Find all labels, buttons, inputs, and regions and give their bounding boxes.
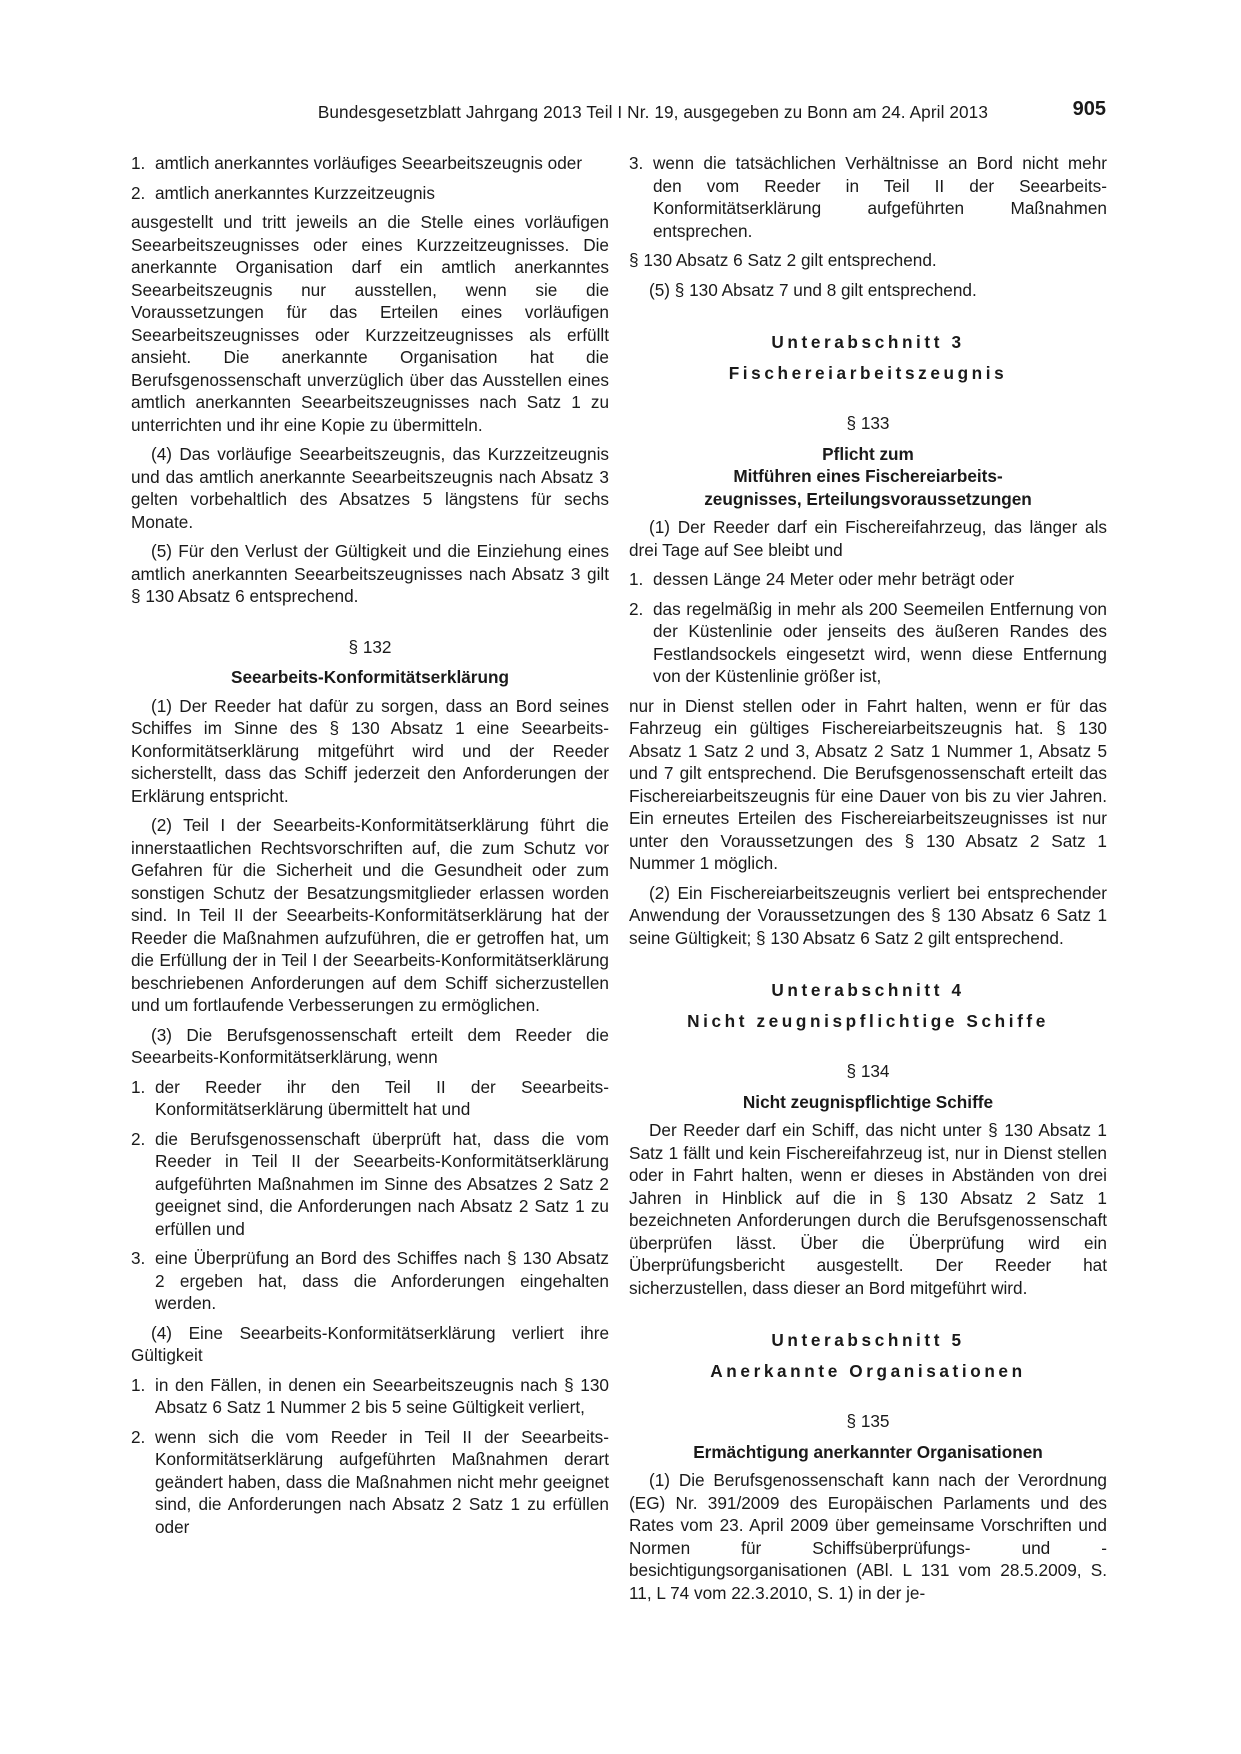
section-title: Ermächtigung anerkannter Organisationen xyxy=(693,1441,1043,1462)
page-number: 905 xyxy=(1072,98,1106,120)
subsection-label: Unterabschnitt 3 xyxy=(771,332,965,352)
list-item: 1. dessen Länge 24 Meter oder mehr beträgt oder xyxy=(629,569,1015,589)
section-title: Pflicht zum xyxy=(822,443,914,464)
paragraph: nur in Dienst stellen oder in Fahrt halten, wenn er für das Fahrzeug ein gültiges Fischereiarbeitszeugnis hat. § 130 Absatz 1 Satz 2 und 3, Absatz 2 Satz 1 Nummer 1, Absatz 5 und 7 gilt entsprechend. Die Berufsgenossenschaft erteilt das Fischereiarbeitszeugnis für eine Dauer von bis zu vier Jahren. Ein erneutes Erteilen des Fischereiarbeitszeugnisses ist nur unter den Voraussetzungen des § 130 Absatz 2 Satz 1 Nummer 1 möglich. xyxy=(629,695,1107,873)
section-title: Nicht zeugnispflichtige Schiffe xyxy=(742,1091,994,1112)
paragraph: § 130 Absatz 6 Satz 2 gilt entsprechend. xyxy=(629,250,937,270)
list-item: 2. das regelmäßig in mehr als 200 Seemeilen Entfernung von der Küstenlinie oder jenseits des äußeren Randes des Festlandsockels eingesetzt wird, wenn diese Entfernung von der Küstenlinie größer ist, xyxy=(629,598,1107,686)
list-item: 2. die Berufsgenossenschaft überprüft hat, dass die vom Reeder in Teil II der Seearbeits-Konformitätserklärung aufgeführten Maßnahmen im Sinne des Absatzes 2 Satz 2 geeignet sind, die Anforderungen nach Absatz 2 Satz 1 zu erfüllen und xyxy=(131,1128,609,1239)
paragraph: (4) Das vorläufige Seearbeitszeugnis, das Kurzzeitzeugnis und das amtlich anerkannte Seearbeitszeugnis nach Absatz 3 gelten vorbehaltlich des Absatzes 5 längstens für sechs Monate. xyxy=(131,444,609,532)
section-number: § 134 xyxy=(846,1061,890,1081)
paragraph: (2) Ein Fischereiarbeitszeugnis verliert bei entsprechender Anwendung der Voraussetzungen des § 130 Absatz 6 Satz 1 seine Gültigkeit; § 130 Absatz 6 Satz 2 gilt entsprechend. xyxy=(629,882,1107,948)
list-item: 2. wenn sich die vom Reeder in Teil II der Seearbeits-Konformitätserklärung aufgeführten Maßnahmen derart geändert haben, dass die Maßnahmen nicht mehr geeignet sind, die Anforderungen nach Absatz 2 Satz 1 zu erfüllen oder xyxy=(131,1426,609,1537)
header-title: Bundesgesetzblatt Jahrgang 2013 Teil I Nr. 19, ausgegeben zu Bonn am 24. April 2013 xyxy=(317,102,988,122)
subsection-label: Unterabschnitt 4 xyxy=(771,980,965,1000)
subsection-title: Fischereiarbeitszeugnis xyxy=(728,362,1008,383)
section-number: § 133 xyxy=(846,413,890,433)
list-item: 1. der Reeder ihr den Teil II der Seearbeits-Konformitätserklärung übermittelt hat und xyxy=(131,1076,609,1119)
list-item: 1. amtlich anerkanntes vorläufiges Seearbeitszeugnis oder xyxy=(131,153,583,173)
section-number: § 132 xyxy=(348,636,392,657)
list-item: 2. amtlich anerkanntes Kurzzeitzeugnis xyxy=(131,182,435,203)
section-title: zeugnisses, Erteilungsvoraussetzungen xyxy=(704,488,1032,509)
paragraph: Der Reeder darf ein Schiff, das nicht unter § 130 Absatz 1 Satz 1 fällt und kein Fischereifahrzeug ist, nur in Dienst stellen oder in Fahrt halten, wenn er dieses in Abständen von drei Jahren in Hinblick auf die in § 130 Absatz 2 Satz 1 bezeichneten Anforderungen durch die Berufsgenossenschaft überprüfen lässt. Über die Überprüfung wird ein Überprüfungsbericht ausgestellt. Der Reeder hat sicherzustellen, dass dieser an Bord mitgeführt wird. xyxy=(629,1120,1107,1298)
paragraph: (4) Eine Seearbeits-Konformitätserklärung verliert ihre Gültigkeit xyxy=(131,1322,609,1365)
list-item: 3. wenn die tatsächlichen Verhältnisse an Bord nicht mehr den vom Reeder in Teil II der Seearbeits-Konformitätserklärung aufgeführten Maßnahmen entsprechen. xyxy=(629,153,1107,241)
subsection-label: Unterabschnitt 5 xyxy=(771,1330,965,1350)
paragraph: (1) Der Reeder darf ein Fischereifahrzeug, das länger als drei Tage auf See bleibt und xyxy=(629,517,1107,560)
paragraph: (5) § 130 Absatz 7 und 8 gilt entsprechend. xyxy=(649,279,977,300)
subsection-title: Anerkannte Organisationen xyxy=(710,1360,1026,1381)
section-title: Mitführen eines Fischereiarbeits- xyxy=(733,466,1003,486)
subsection-title: Nicht zeugnispflichtige Schiffe xyxy=(687,1010,1049,1031)
right-column xyxy=(629,152,1107,1611)
list-item: 1. in den Fällen, in denen ein Seearbeitszeugnis nach § 130 Absatz 6 Satz 1 Nummer 2 bis 5 seine Gültigkeit verliert, xyxy=(131,1374,609,1417)
paragraph: (5) Für den Verlust der Gültigkeit und die Einziehung eines amtlich anerkannten Seearbeitszeugnisses nach Absatz 3 gilt § 130 Absatz 6 entsprechend. xyxy=(131,541,609,606)
page-header xyxy=(131,98,1106,126)
section-title: Seearbeits-Konformitätserklärung xyxy=(231,667,509,687)
section-number: § 135 xyxy=(846,1411,890,1431)
paragraph: (2) Teil I der Seearbeits-Konformitätserklärung führt die innerstaatlichen Rechtsvorschriften auf, die zum Schutz vor Gefahren für die Sicherheit und die Gesundheit oder zum sonstigen Schutz der Besatzungsmitglieder erlassen worden sind. In Teil II der Seearbeits-Konformitätserklärung hat der Reeder die Maßnahmen aufzuführen, die er getroffen hat, um die Erfüllung der in Teil I der Seearbeits-Konformitätserklärung beschriebenen Anforderungen auf dem Schiff sicherzustellen und um fortlaufende Verbesserungen zu ermöglichen. xyxy=(131,815,609,1015)
paragraph: ausgestellt und tritt jeweils an die Stelle eines vorläufigen Seearbeitszeugnisses oder eines Kurzzeitzeugnisses. Die anerkannte Organisation darf ein amtlich anerkanntes Seearbeitszeugnis nur ausstellen, wenn sie die Voraussetzungen für das Erteilen eines vorläufigen Seearbeitszeugnisses oder Kurzzeitzeugnisses als erfüllt ansieht. Die anerkannte Organisation hat die Berufsgenossenschaft unverzüglich über das Ausstellen eines amtlich anerkannten Seearbeitszeugnisses nach Satz 1 zu unterrichten und ihr eine Kopie zu übermitteln. xyxy=(131,212,609,435)
paragraph: (3) Die Berufsgenossenschaft erteilt dem Reeder die Seearbeits-Konformitätserklärung, wenn xyxy=(131,1024,609,1067)
paragraph: (1) Der Reeder hat dafür zu sorgen, dass an Bord seines Schiffes im Sinne des § 130 Absatz 1 eine Seearbeits-Konformitätserklärung mitgeführt wird und der Reeder sicherstellt, dass das Schiff jederzeit den Anforderungen der Erklärung entspricht. xyxy=(131,695,609,806)
list-item: 3. eine Überprüfung an Bord des Schiffes nach § 130 Absatz 2 ergeben hat, dass die Anforderungen eingehalten werden. xyxy=(131,1248,609,1313)
paragraph: (1) Die Berufsgenossenschaft kann nach der Verordnung (EG) Nr. 391/2009 des Europäischen Parlaments und des Rates vom 23. April 2009 über gemeinsame Vorschriften und Normen für Schiffsüberprüfungs- und -besichtigungsorganisationen (ABl. L 131 vom 28.5.2009, S. 11, L 74 vom 22.3.2010, S. 1) in der je- xyxy=(629,1470,1107,1603)
left-column xyxy=(131,152,609,1545)
